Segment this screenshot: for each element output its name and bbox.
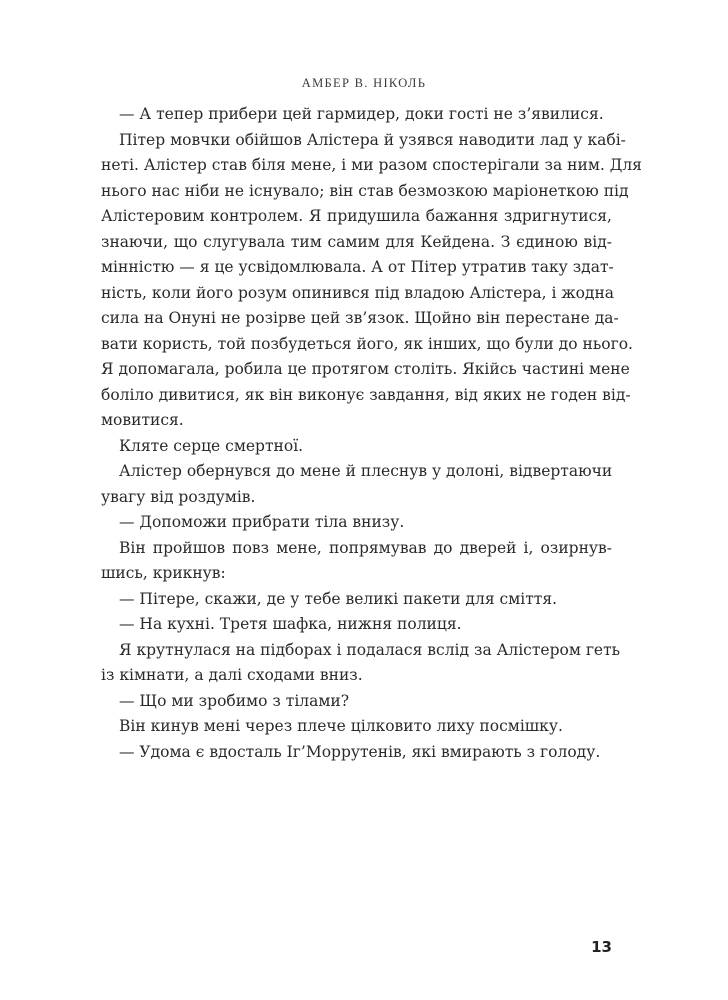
- text-line: нього нас ніби не існувало; він став безмозкою маріонеткою під: [101, 181, 629, 200]
- text-line: знаючи, що слугувала тим самим для Кейдена. З єдиною від-: [101, 232, 612, 251]
- body-text: [101, 102, 642, 765]
- page-number: 13: [591, 938, 612, 956]
- text-line: Він пройшов повз мене, попрямував до дверей і, озирнув-: [119, 538, 612, 557]
- text-line: сила на Онуні не розірве цей зв’язок. Щойно він перестане да-: [101, 309, 619, 327]
- text-line: увагу від роздумів.: [101, 487, 256, 506]
- text-line: шись, крикнув:: [101, 564, 226, 582]
- text-line: Алістеровим контролем. Я придушила бажання здригнутися,: [101, 207, 612, 225]
- text-line: — Удома є вдосталь Іг’Моррутенів, які вмирають з голоду.: [119, 742, 601, 761]
- text-line: боліло дивитися, як він виконує завдання, від яких не годен від-: [101, 385, 631, 404]
- text-line: мінністю — я це усвідомлювала. А от Пітер утратив таку здат-: [101, 258, 614, 276]
- text-line: — Що ми зробимо з тілами?: [119, 691, 350, 710]
- text-line: — Пітере, скажи, де у тебе великі пакети для сміття.: [119, 589, 558, 608]
- text-line: — А тепер прибери цей гармидер, доки гості не з’явилися.: [119, 105, 604, 123]
- text-line: Я крутнулася на підборах і подалася вслід за Алістером геть: [119, 640, 621, 659]
- text-line: Кляте серце смертної.: [119, 436, 304, 455]
- running-header: АМБЕР В. НІКОЛЬ: [301, 76, 427, 90]
- text-line: із кімнати, а далі сходами вниз.: [101, 666, 363, 684]
- text-line: Я допомагала, робила це протягом століть. Якійсь частині мене: [101, 360, 630, 378]
- text-line: Алістер обернувся до мене й плеснув у долоні, відвертаючи: [119, 462, 613, 480]
- text-line: неті. Алістер став біля мене, і ми разом спостерігали за ним. Для: [101, 156, 642, 174]
- text-line: Пітер мовчки обійшов Алістера й узявся наводити лад у кабі-: [119, 130, 626, 149]
- text-line: Він кинув мені через плече цілковито лиху посмішку.: [119, 717, 563, 735]
- text-line: мовитися.: [101, 411, 184, 429]
- text-line: — Допоможи прибрати тіла внизу.: [119, 513, 405, 531]
- text-line: вати користь, той позбудеться його, як інших, що були до нього.: [101, 334, 633, 353]
- text-line: ність, коли його розум опинився під владою Алістера, і жодна: [101, 283, 615, 302]
- text-line: — На кухні. Третя шафка, нижня полиця.: [119, 615, 462, 633]
